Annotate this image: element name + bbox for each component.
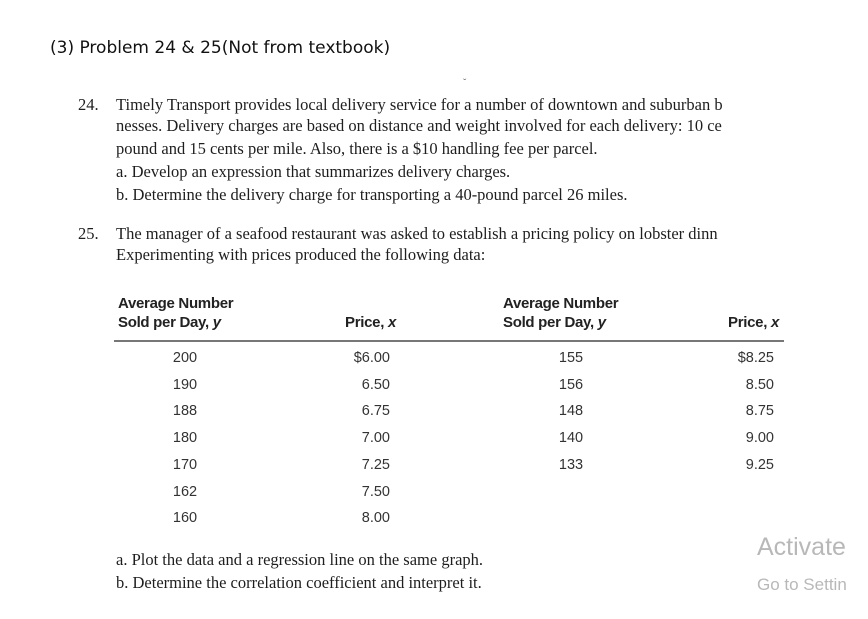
left-sold-cell: 190 <box>172 376 198 393</box>
header-avg-right-line2: Sold per Day, y <box>503 314 606 331</box>
problem-25-line-1 <box>78 222 718 245</box>
left-price-cell: 8.00 <box>361 510 390 527</box>
left-price-cell: $6.00 <box>353 350 390 366</box>
right-sold-cell: 156 <box>558 376 584 393</box>
problem-24-text: Timely Transport provides local delivery service for a number of downtown and suburban b <box>116 95 723 114</box>
activate-watermark: Activate <box>757 533 846 561</box>
right-price-cell: 8.75 <box>745 403 774 420</box>
problem-24-part-a: a. Develop an expression that summarizes delivery charges. <box>116 162 511 181</box>
right-price-cell: 8.50 <box>745 376 774 393</box>
left-sold-cell: 170 <box>172 456 198 473</box>
header-price-left: Price, x <box>345 314 396 331</box>
problem-25-line-2: Experimenting with prices produced the following data: <box>116 245 486 264</box>
right-sold-cell: 148 <box>558 403 584 420</box>
left-sold-cell: 188 <box>172 403 198 420</box>
header-price-right: Price, x <box>728 314 779 331</box>
left-sold-cell: 180 <box>172 430 198 447</box>
problem-25-number: 25. <box>78 224 99 243</box>
left-price-cell: 7.50 <box>361 483 390 500</box>
table-header-rule <box>114 340 784 342</box>
header-avg-right <box>503 294 618 332</box>
left-price-cell: 6.75 <box>361 403 390 420</box>
problem-25-part-a: a. Plot the data and a regression line on the same graph. <box>116 550 484 569</box>
right-sold-cell: 133 <box>558 456 584 473</box>
right-sold-cell: 155 <box>558 350 584 366</box>
right-price-cell: $8.25 <box>737 350 774 366</box>
right-sold-cell: 140 <box>558 430 584 447</box>
left-price-cell: 7.00 <box>361 430 390 447</box>
header-avg-left-line2: Sold per Day, y <box>118 314 221 331</box>
problem-24-line-3: pound and 15 cents per mile. Also, there is a $10 handling fee per parcel. <box>116 139 598 158</box>
problem-24-line-2: nesses. Delivery charges are based on distance and weight involved for each delivery: 10 ce <box>116 116 722 135</box>
stray-mark: ˇ <box>463 78 467 89</box>
settings-watermark: Go to Settin <box>757 575 847 594</box>
left-price-cell: 6.50 <box>361 376 390 393</box>
left-price-cell: 7.25 <box>361 456 390 473</box>
right-price-cell: 9.00 <box>745 430 774 447</box>
problem-24-part-b: b. Determine the delivery charge for transporting a 40-pound parcel 26 miles. <box>116 185 628 204</box>
problem-25-part-b: b. Determine the correlation coefficient and interpret it. <box>116 573 482 592</box>
left-sold-cell: 162 <box>172 483 198 500</box>
problem-24-number: 24. <box>78 95 99 114</box>
header-avg-right-line1: Average Number <box>503 295 619 312</box>
problem-24-line-1 <box>78 93 723 116</box>
left-sold-cell: 160 <box>172 510 198 527</box>
header-avg-left <box>118 294 233 332</box>
header-avg-left-line1: Average Number <box>118 295 234 312</box>
right-price-cell: 9.25 <box>745 456 774 473</box>
problem-25-text: The manager of a seafood restaurant was asked to establish a pricing policy on lobster dinn <box>116 224 718 243</box>
page-heading: (3) Problem 24 & 25(Not from textbook) <box>50 38 391 58</box>
left-sold-cell: 200 <box>172 350 198 366</box>
